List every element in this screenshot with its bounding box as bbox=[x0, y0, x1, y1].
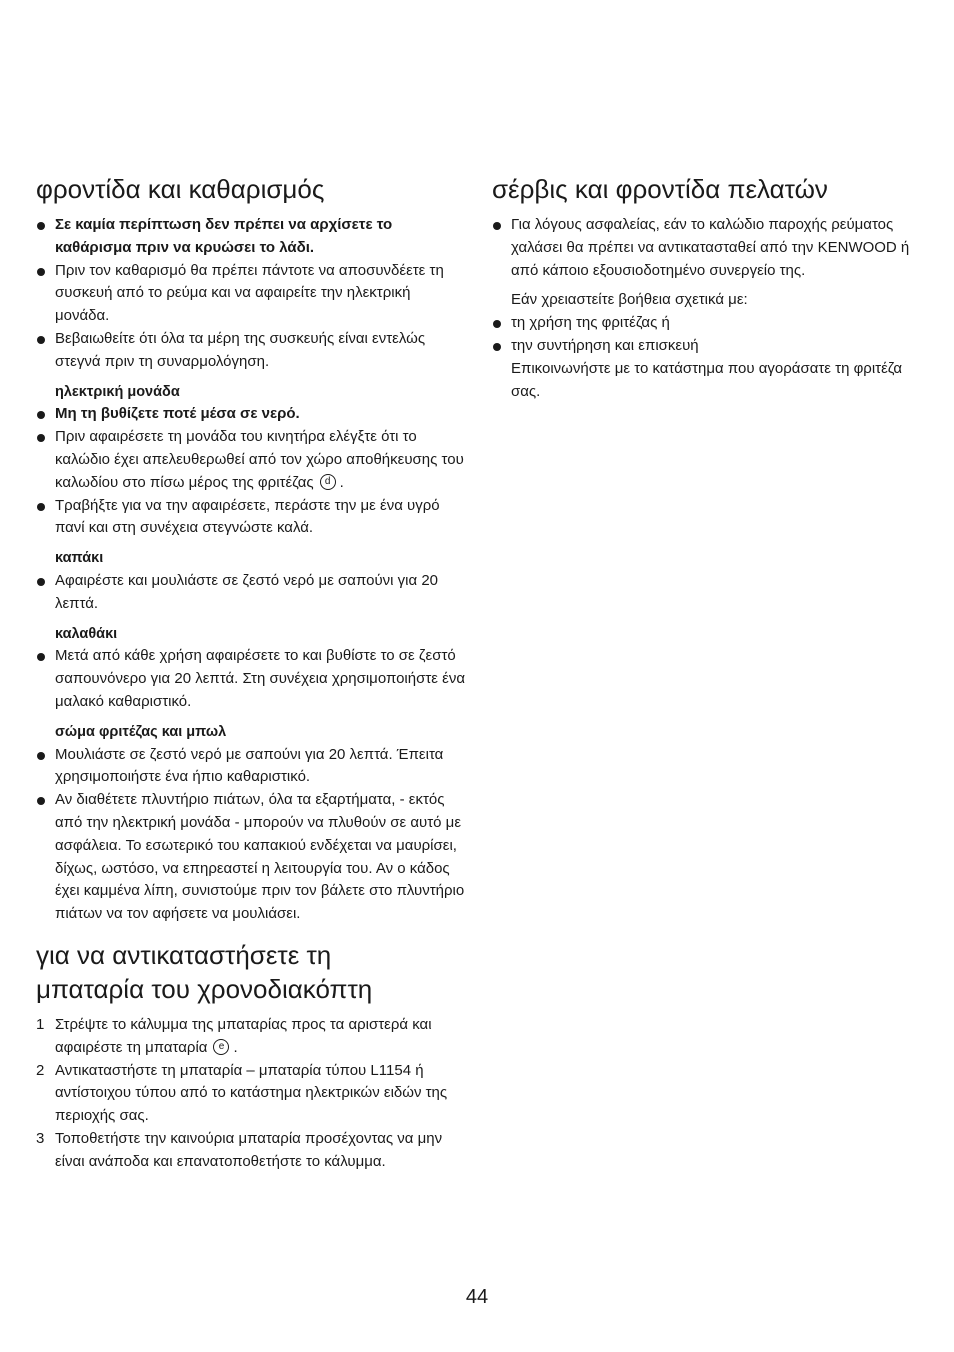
page-number: 44 bbox=[465, 1286, 489, 1308]
subheading-lid: καπάκι bbox=[55, 550, 104, 567]
bullet-item: Αν διαθέτετε πλυντήριο πιάτων, όλα τα εξαρτήματα, - εκτός από την ηλεκτρική μονάδα - μπορούν να πλυθούν σε αυτό με ασφάλεια. Το εσωτερικό του καπακιού ενδέχεται να μαυρίσει, δίχως, ωστόσο, να επηρεαστεί η λειτουργία του. Αν ο κάδος έχει καμμένα λίπη, συνιστούμε πριν τον βάλετε στο πλυντήριο πιάτων να τον αφήσετε να μουλιάσει. bbox=[36, 789, 468, 926]
bullet-icon bbox=[37, 336, 45, 344]
bullet-item: Τραβήξτε για να την αφαιρέσετε, περάστε την με ένα υγρό πανί και στη συνέχεια στεγνώστε καλά. bbox=[36, 495, 468, 541]
care-cleaning-section bbox=[36, 172, 468, 926]
subheading-basket: καλαθάκι bbox=[55, 625, 118, 642]
figure-reference-e: e bbox=[213, 1039, 229, 1055]
step-number: 2 bbox=[36, 1061, 45, 1079]
step-number: 1 bbox=[36, 1015, 45, 1033]
bullet-icon bbox=[37, 797, 45, 805]
subheading-power-unit: ηλεκτρική μονάδα bbox=[55, 383, 180, 400]
bullet-item: Μουλιάστε σε ζεστό νερό με σαπούνι για 20 λεπτά. Έπειτα χρησιμοποιήστε ένα ήπιο καθαριστικό. bbox=[36, 744, 468, 790]
bullet-item: Μη τη βυθίζετε ποτέ μέσα σε νερό. bbox=[36, 403, 468, 426]
bullet-item: Πριν τον καθαρισμό θα πρέπει πάντοτε να αποσυνδέετε τη συσκευή από το ρεύμα και να αφαιρείτε την ηλεκτρική μονάδα. bbox=[36, 260, 468, 328]
bullet-icon bbox=[37, 411, 45, 419]
step-item: 3 Τοποθετήστε την καινούρια μπαταρία προσέχοντας να μην είναι ανάποδα και επανατοποθετήστε το κάλυμμα. bbox=[36, 1129, 443, 1170]
bullet-item: Μετά από κάθε χρήση αφαιρέσετε το και βυθίστε το σε ζεστό σαπουνόνερο για 20 λεπτά. Στη συνέχεια χρησιμοποιήστε ένα μαλακό καθαριστικό. bbox=[36, 645, 468, 713]
bullet-item: Αφαιρέστε και μουλιάστε σε ζεστό νερό με σαπούνι για 20 λεπτά. bbox=[36, 570, 468, 616]
bullet-icon bbox=[493, 343, 501, 351]
battery-section bbox=[36, 938, 468, 1174]
service-title: σέρβις και φροντίδα πελατών bbox=[492, 174, 828, 204]
figure-reference-d: d bbox=[320, 474, 336, 490]
bullet-icon bbox=[37, 434, 45, 442]
bullet-icon bbox=[37, 268, 45, 276]
care-cleaning-title: φροντίδα και καθαρισμός bbox=[36, 174, 325, 204]
step-item: 1 Στρέψτε το κάλυμμα της μπαταρίας προς τα αριστερά και αφαιρέστε τη μπαταρία e . bbox=[36, 1015, 432, 1056]
battery-title: για να αντικαταστήσετε τη μπαταρία του χρονοδιακόπτη bbox=[36, 939, 373, 1004]
help-intro-text: Εάν χρειαστείτε βοήθεια σχετικά με: bbox=[511, 291, 748, 309]
bullet-icon bbox=[37, 752, 45, 760]
bullet-item: Για λόγους ασφαλείας, εάν το καλώδιο παροχής ρεύματος χαλάσει θα πρέπει να αντικατασταθεί από την KENWOOD ή από κάποιο εξουσιοδοτημένο συνεργείο της. bbox=[492, 214, 912, 282]
subheading-body-bowl: σώμα φριτέζας και μπωλ bbox=[55, 723, 227, 740]
right-column bbox=[492, 172, 912, 403]
bullet-icon bbox=[493, 222, 501, 230]
left-column bbox=[36, 172, 468, 1173]
bullet-item: την συντήρηση και επισκευή bbox=[492, 335, 912, 358]
bullet-icon bbox=[493, 320, 501, 328]
contact-text: Επικοινωνήστε με το κατάστημα που αγοράσατε τη φριτέζα σας. bbox=[511, 359, 903, 400]
bullet-icon bbox=[37, 578, 45, 586]
bullet-item: τη χρήση της φριτέζας ή bbox=[492, 312, 912, 335]
bullet-icon bbox=[37, 653, 45, 661]
step-number: 3 bbox=[36, 1129, 45, 1147]
bullet-icon bbox=[37, 222, 45, 230]
bullet-item: Βεβαιωθείτε ότι όλα τα μέρη της συσκευής είναι εντελώς στεγνά πριν τη συναρμολόγηση. bbox=[36, 328, 468, 374]
step-item: 2 Αντικαταστήστε τη μπαταρία – μπαταρία τύπου L1154 ή αντίστοιχου τύπου από το κατάστημα ηλεκτρικών ειδών της περιοχής σας. bbox=[36, 1061, 448, 1125]
bullet-icon bbox=[37, 503, 45, 511]
bullet-item: Πριν αφαιρέσετε τη μονάδα του κινητήρα ελέγξτε ότι το καλώδιο έχει απελευθερωθεί από τον χώρο αποθήκευσης του καλωδίου στο πίσω μέρος της φριτέζας d . bbox=[36, 426, 468, 494]
service-section bbox=[492, 172, 912, 403]
bullet-item: Σε καμία περίπτωση δεν πρέπει να αρχίσετε το καθάρισμα πριν να κρυώσει το λάδι. bbox=[36, 214, 468, 260]
